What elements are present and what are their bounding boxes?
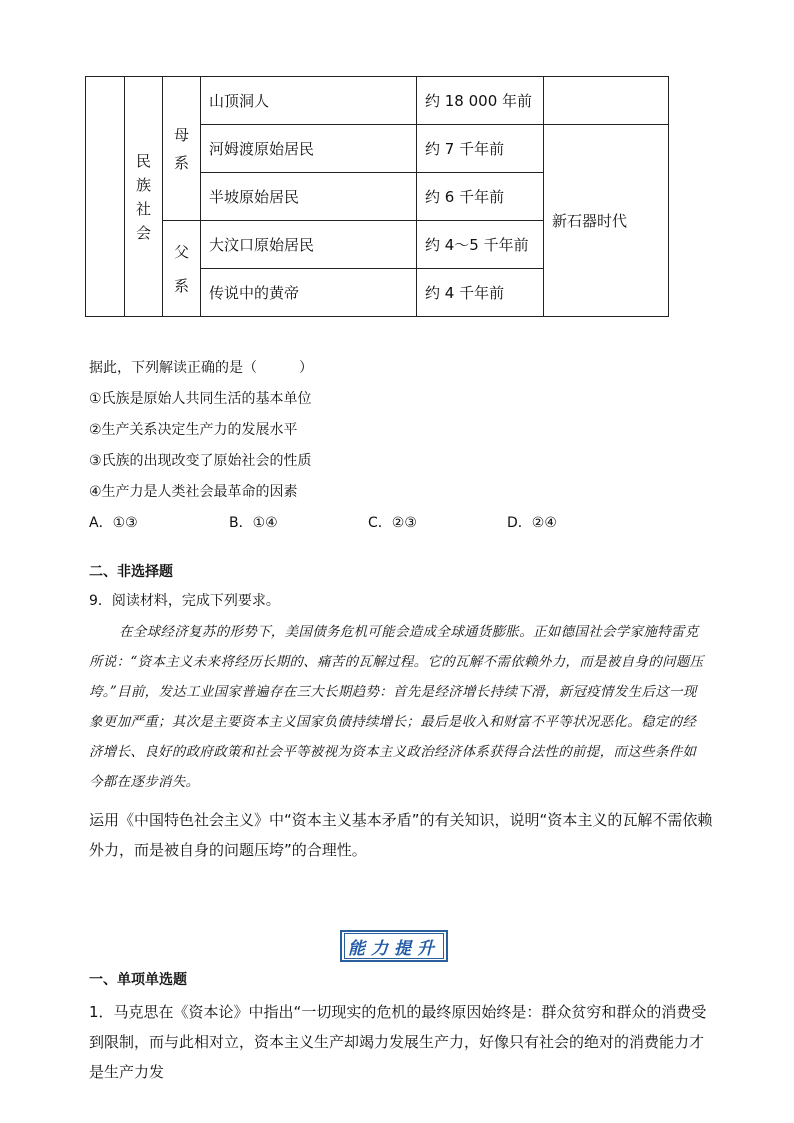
option-b[interactable]: B．①④ [229, 515, 278, 531]
table-row-time: 约 18 000 年前 [417, 77, 544, 125]
statement-2: ②生产关系决定生产力的发展水平 [89, 422, 298, 438]
table-row-name: 山顶洞人 [201, 77, 417, 125]
question-stem: 据此，下列解读正确的是（ ） [89, 360, 313, 376]
society-label-cell [125, 77, 163, 317]
table-row-time: 约 7 千年前 [417, 125, 544, 173]
table-empty-cell [86, 77, 125, 317]
statement-4: ④生产力是人类社会最革命的因素 [89, 484, 298, 500]
society-label: 民族社会 [135, 151, 151, 242]
patrilineal-label: 父系 [173, 242, 189, 295]
material-paragraph: 在全球经济复苏的形势下，美国债务危机可能会造成全球通货膨胀。正如德国社会学家施特雷克所说：“资本主义未来将经历长期的、痛苦的瓦解过程。它的瓦解不需依赖外力，而是被自身的问题压垮。”目前，发达工业国家普遍存在三大长期趋势：首先是经济增长持续下滑，新冠疫情发生后这一现象更加严重；其次是主要资本主义国家负债持续增长；最后是收入和财富不平等状况恶化。稳定的经济增长、良好的政府政策和社会平等被视为资本主义政治经济体系获得合法性的前提，而这些条件如今都在逐步消失。 [89, 624, 704, 790]
section-title-single-choice: 一、单项单选题 [89, 972, 187, 988]
ability-badge [340, 930, 448, 962]
era-label: 新石器时代 [552, 212, 628, 230]
era-cell [544, 125, 669, 317]
question9-stem: 9．阅读材料，完成下列要求。 [89, 593, 280, 609]
table-row-name: 半坡原始居民 [201, 173, 417, 221]
table-row-time: 约 4～5 千年前 [417, 221, 544, 269]
history-table [85, 76, 669, 317]
table-empty-era [544, 77, 669, 125]
statement-3: ③氏族的出现改变了原始社会的性质 [89, 453, 312, 469]
table-row-time: 约 4 千年前 [417, 269, 544, 317]
option-a[interactable]: A．①③ [89, 515, 138, 531]
table-row-name: 大汶口原始居民 [201, 221, 417, 269]
table-row-time: 约 6 千年前 [417, 173, 544, 221]
statement-1: ①氏族是原始人共同生活的基本单位 [89, 391, 312, 407]
option-d[interactable]: D．②④ [507, 515, 557, 531]
question1-text: 1．马克思在《资本论》中指出“一切现实的危机的最终原因始终是：群众贫穷和群众的消费受到限制，而与此相对立，资本主义生产却竭力发展生产力，好像只有社会的绝对的消费能力才是生产力发 [89, 1003, 707, 1081]
option-c[interactable]: C．②③ [368, 515, 417, 531]
patrilineal-cell [163, 221, 201, 317]
table-row-name: 河姆渡原始居民 [201, 125, 417, 173]
table-row-name: 传说中的黄帝 [201, 269, 417, 317]
ability-badge-label: 能力提升 [344, 933, 444, 959]
matrilineal-cell [163, 77, 201, 221]
matrilineal-label: 母系 [173, 125, 189, 172]
requirement-paragraph: 运用《中国特色社会主义》中“资本主义基本矛盾”的有关知识，说明“资本主义的瓦解不需依赖外力，而是被自身的问题压垮”的合理性。 [89, 811, 713, 859]
section-title-nonchoice: 二、非选择题 [89, 564, 173, 580]
